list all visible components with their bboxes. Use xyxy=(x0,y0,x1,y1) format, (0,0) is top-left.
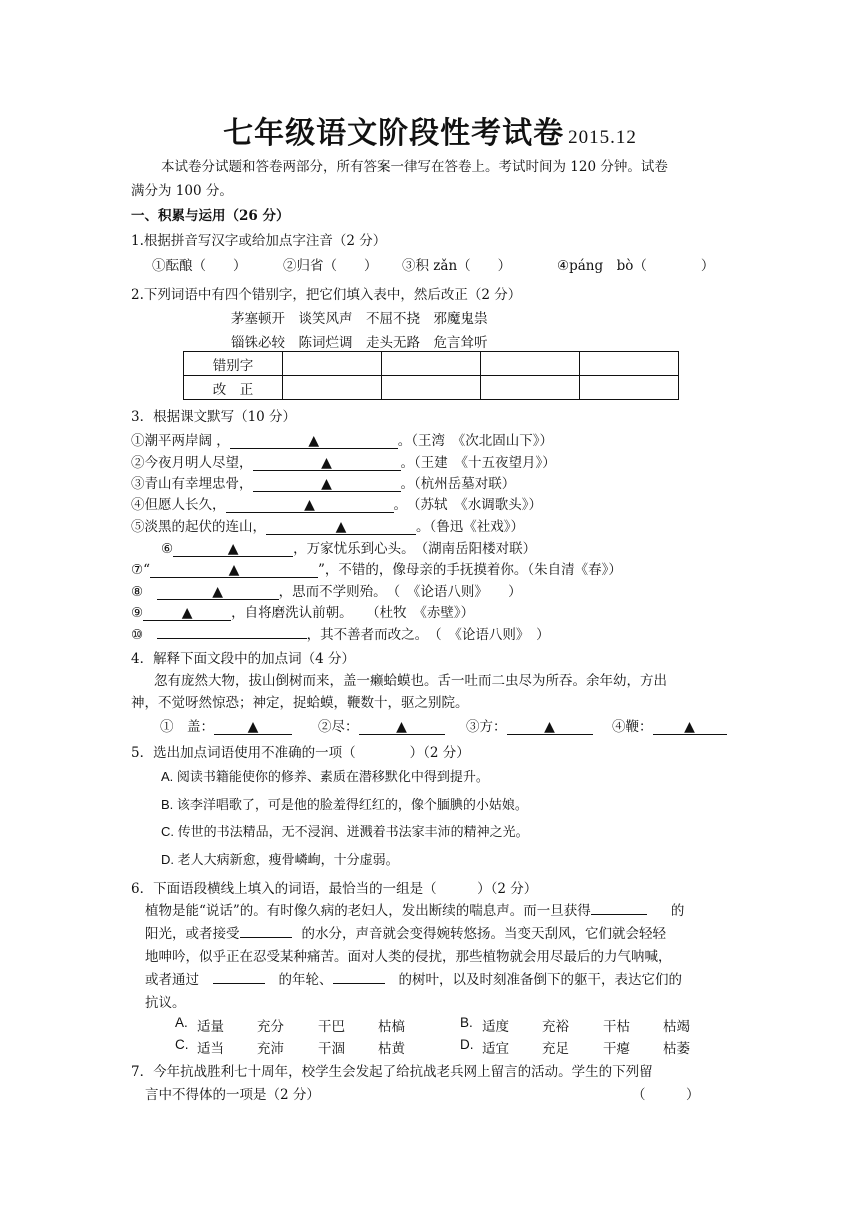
q3-line-10: ⑩ ，其不善者而改之。 （ 《论语八则》 ） xyxy=(131,623,550,643)
q1-item-1: ①酝酿（ ） xyxy=(152,258,247,274)
answer-blank xyxy=(591,899,647,915)
table-cell xyxy=(283,352,382,376)
q4-passage-line-1: 忽有庞然大物，拔山倒树而来，盖一癞蛤蟆也。舌一吐而二虫尽为所吞。余年幼，方出 xyxy=(154,673,667,689)
answer-blank: ▲ xyxy=(253,476,401,492)
answer-blank: ▲ xyxy=(230,433,398,449)
q2-words-row-2: 锱铢必较 陈词烂调 走头无路 危言耸听 xyxy=(231,335,488,351)
answer-blank xyxy=(240,922,292,938)
q6-passage-line-2: 阳光，或者接受 的水分，声音就会变得婉转悠扬。当变天刮风，它们就会轻轻 xyxy=(145,922,666,942)
q7-answer-paren: （ ） xyxy=(632,1087,700,1103)
title-main: 七年级语文阶段性考试卷 xyxy=(223,116,565,151)
q6-option-b: B. 适度 充裕 干枯 枯竭 xyxy=(460,1015,690,1035)
table-cell xyxy=(580,376,679,400)
answer-blank: ▲ xyxy=(214,719,292,735)
q3-line-5: ⑤淡黑的起伏的连山， ▲ 。（鲁迅《社戏》） xyxy=(131,519,524,535)
q7-line-2: 言中不得体的一项是（2 分） xyxy=(145,1087,320,1103)
q5-option-c: C. 传世的书法精品，无不浸润、迸溅着书法家丰沛的精神之光。 xyxy=(161,824,529,839)
q1-item-4: ④páng bò（ ） xyxy=(557,258,715,274)
q6-passage-line-3: 地呻吟，似乎正在忍受某种痛苦。面对人类的侵扰，那些植物就会用尽最后的力气呐喊， xyxy=(145,949,672,965)
answer-blank xyxy=(213,968,265,984)
q6-prompt: 6．下面语段横线上填入的词语，最恰当的一组是（ ）（2 分） xyxy=(131,881,538,897)
answer-blank: ▲ xyxy=(253,455,401,471)
q4-item-3: ③方： ▲ xyxy=(466,715,593,735)
q4-passage-line-2: 神，不觉呀然惊恐；神定，捉蛤蟆，鞭数十，驱之别院。 xyxy=(131,695,469,711)
q3-line-7: ⑦“ ▲ ”，不错的，像母亲的手抚摸着你。（朱自清《春》） xyxy=(131,562,622,578)
q2-answer-table xyxy=(183,351,679,400)
q3-line-3: ③青山有幸埋忠骨， ▲ 。（杭州岳墓对联） xyxy=(131,476,516,492)
q2-words-row-1: 茅塞顿开 谈笑风声 不屈不挠 邪魔鬼祟 xyxy=(231,311,488,327)
table-row xyxy=(184,376,679,400)
q4-item-2: ②尽： ▲ xyxy=(318,715,445,735)
answer-blank: ▲ xyxy=(157,584,279,600)
q5-prompt: 5．选出加点词语使用不准确的一项（ ）（2 分） xyxy=(131,745,470,761)
table-cell xyxy=(580,352,679,376)
q1-item-2: ②归省（ ） xyxy=(283,258,378,274)
q4-item-4: ④鞭： ▲ xyxy=(612,715,727,735)
table-cell xyxy=(283,376,382,400)
q6-option-a: A. 适量 充分 干巴 枯槁 xyxy=(175,1015,405,1035)
table-header-cell: 改 正 xyxy=(184,376,283,400)
table-cell xyxy=(382,376,481,400)
answer-blank xyxy=(333,968,385,984)
answer-blank: ▲ xyxy=(507,719,593,735)
intro-line-1: 本试卷分试题和答卷两部分，所有答案一律写在答卷上。考试时间为 120 分钟。试卷 xyxy=(161,159,668,175)
q3-line-2: ②今夜月明人尽望， ▲ 。（王建 《十五夜望月》） xyxy=(131,455,556,471)
section-1-heading: 一、积累与运用（26 分） xyxy=(131,208,290,224)
q4-item-1: ① 盖： ▲ xyxy=(160,715,292,735)
q6-passage-line-1: 植物是能“说话”的。有时像久病的老妇人，发出断续的喘息声。而一旦获得 的 xyxy=(145,899,684,919)
q5-option-d: D. 老人大病新愈，瘦骨嶙峋，十分虚弱。 xyxy=(161,852,399,867)
q4-prompt: 4．解释下面文段中的加点词（4 分） xyxy=(131,651,355,667)
q3-line-4: ④但愿人长久， ▲ 。 （苏轼 《水调歌头》） xyxy=(131,497,542,513)
q6-passage-line-5: 抗议。 xyxy=(145,995,186,1011)
table-cell xyxy=(382,352,481,376)
answer-blank: ▲ xyxy=(143,605,231,621)
q5-option-a: A. 阅读书籍能使你的修养、素质在潜移默化中得到提升。 xyxy=(161,769,489,784)
table-row xyxy=(184,352,679,376)
answer-blank: ▲ xyxy=(266,519,416,535)
answer-blank: ▲ xyxy=(173,541,293,557)
q3-prompt: 3．根据课文默写（10 分） xyxy=(131,409,297,425)
q6-option-d: D. 适宜 充足 干瘪 枯萎 xyxy=(460,1037,690,1057)
answer-blank: ▲ xyxy=(653,719,727,735)
q3-line-6: ⑥ ▲ ，万家忧乐到心头。 （湖南岳阳楼对联） xyxy=(161,541,537,557)
exam-title xyxy=(0,108,860,152)
title-date: 2015.12 xyxy=(568,127,637,148)
q3-line-1: ①潮平两岸阔 ， ▲ 。（王湾 《次北固山下》） xyxy=(131,433,554,449)
q6-option-c: C. 适当 充沛 干涸 枯黄 xyxy=(175,1037,405,1057)
table-cell xyxy=(481,352,580,376)
intro-line-2: 满分为 100 分。 xyxy=(131,183,233,199)
q1-prompt: 1.根据拼音写汉字或给加点字注音（2 分） xyxy=(131,233,387,249)
answer-blank xyxy=(157,623,307,639)
table-header-cell: 错别字 xyxy=(184,352,283,376)
answer-blank: ▲ xyxy=(359,719,445,735)
q5-option-b: B. 该李洋唱歌了，可是他的脸羞得红红的，像个腼腆的小姑娘。 xyxy=(161,797,528,812)
q3-line-9: ⑨ ▲ ，自将磨洗认前朝。 （杜牧 《赤壁》） xyxy=(131,605,475,621)
q6-passage-line-4: 或者通过 的年轮、 的树叶，以及时刻准备倒下的躯干，表达它们的 xyxy=(145,968,682,988)
q3-line-8: ⑧ ▲ ，思而不学则殆。 （ 《论语八则》 ） xyxy=(131,584,522,600)
q1-item-3: ③积 zǎn（ ） xyxy=(402,258,512,274)
answer-blank: ▲ xyxy=(226,497,394,513)
q7-line-1: 7．今年抗战胜利七十周年，校学生会发起了给抗战老兵网上留言的活动。学生的下列留 xyxy=(131,1064,653,1080)
q2-prompt: 2.下列词语中有四个错别字，把它们填入表中，然后改正（2 分） xyxy=(131,287,522,303)
answer-blank: ▲ xyxy=(150,562,318,578)
table-cell xyxy=(481,376,580,400)
